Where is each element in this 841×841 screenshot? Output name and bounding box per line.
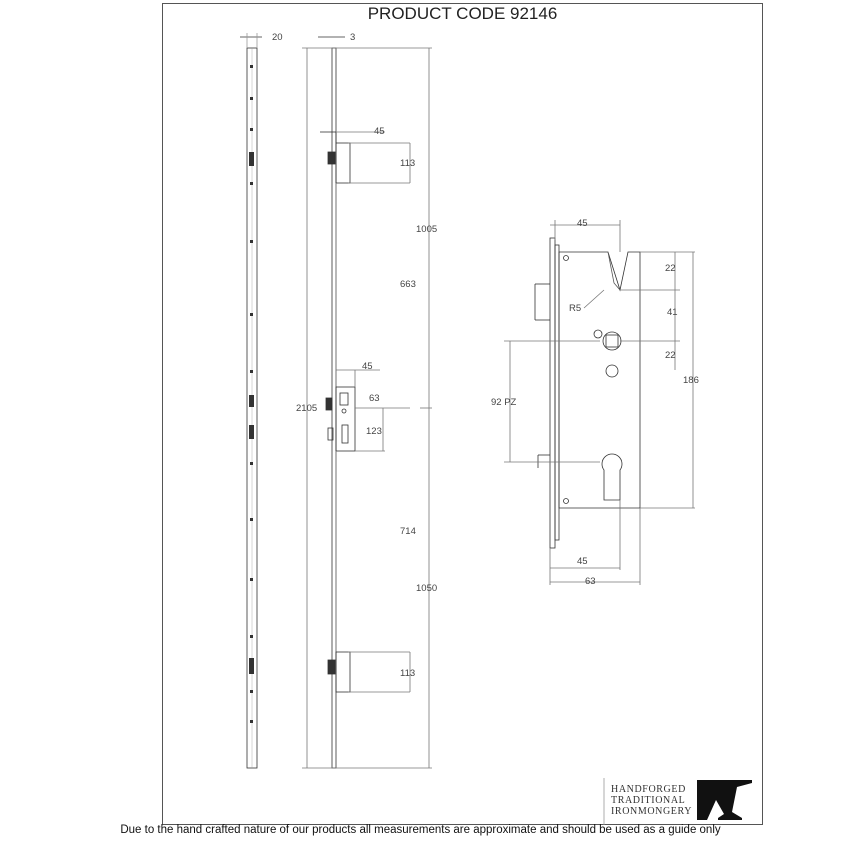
disclaimer-footer: Due to the hand crafted nature of our products all measurements are approximate and should be used as a guide only: [120, 824, 721, 836]
gearbox-detail-view: [504, 220, 695, 585]
logo-line-2: TRADITIONAL: [611, 795, 686, 806]
dim-detail-r5: R5: [569, 303, 582, 314]
dim-detail-45-top: 45: [577, 218, 588, 229]
dim-mid-63: 63: [369, 393, 380, 404]
dim-663: 663: [400, 279, 416, 290]
dim-detail-92pz: 92 PZ: [491, 397, 517, 408]
dim-top-45: 45: [374, 126, 385, 137]
dim-1050: 1050: [416, 583, 438, 594]
dim-detail-22b: 22: [665, 350, 676, 361]
logo-line-3: IRONMONGERY: [611, 806, 693, 817]
dim-detail-186: 186: [683, 375, 699, 386]
lock-front-elevation: [302, 37, 432, 768]
product-code-title: PRODUCT CODE 92146: [367, 4, 558, 23]
logo-line-1: HANDFORGED: [611, 784, 686, 795]
anvil-a-icon: [697, 780, 752, 820]
dim-mid-123: 123: [366, 426, 382, 437]
dim-top-113: 113: [400, 158, 416, 169]
dim-detail-22a: 22: [665, 263, 676, 274]
lock-side-profile: [240, 33, 262, 768]
dim-bottom-113: 113: [400, 668, 416, 679]
dim-3: 3: [350, 32, 356, 43]
dim-714: 714: [400, 526, 416, 537]
dim-mid-45: 45: [362, 361, 373, 372]
logo-text: [611, 784, 692, 817]
dim-2105: 2105: [296, 403, 318, 414]
dim-1005: 1005: [416, 224, 438, 235]
dim-detail-41: 41: [667, 307, 678, 318]
dim-20: 20: [272, 32, 283, 43]
dim-detail-63-bottom: 63: [585, 576, 596, 587]
dim-detail-45-bottom: 45: [577, 556, 588, 567]
